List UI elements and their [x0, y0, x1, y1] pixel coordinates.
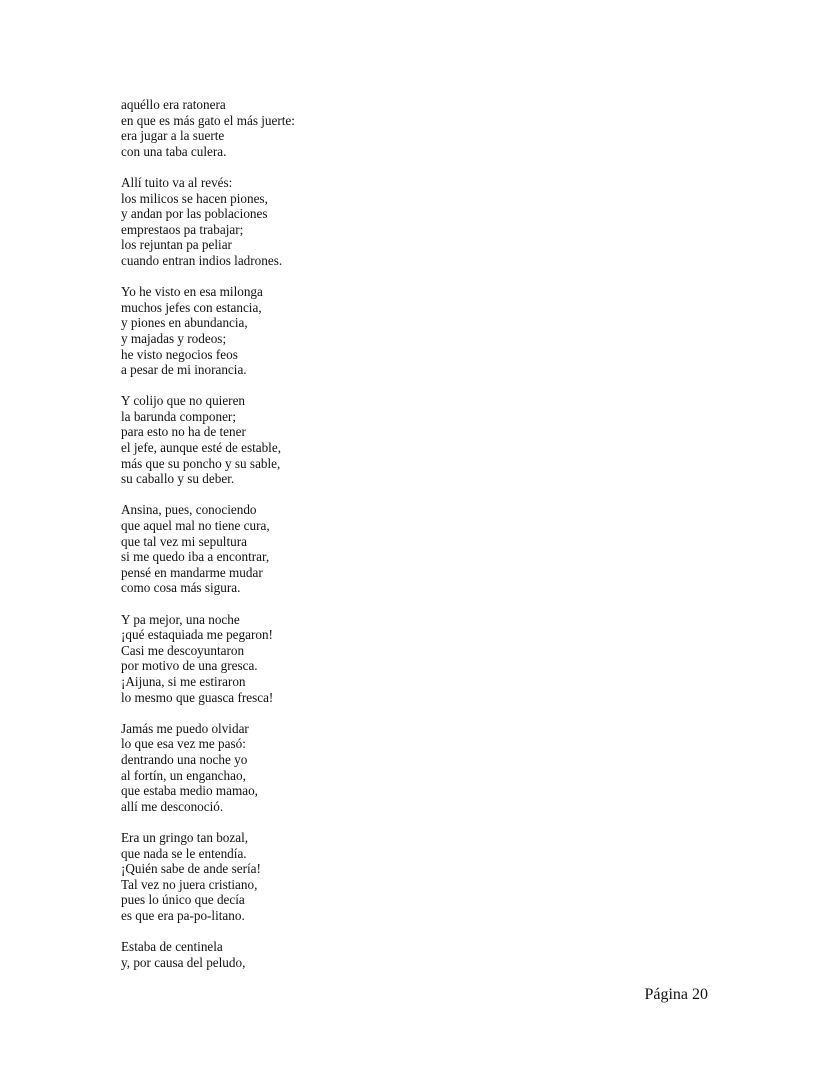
poem-line: que aquel mal no tiene cura, — [121, 518, 270, 534]
poem-line: ¡Quién sabe de ande sería! — [121, 861, 261, 877]
poem-line: para esto no ha de tener — [121, 424, 246, 440]
poem-line: lo mesmo que guasca fresca! — [121, 689, 274, 705]
poem-line: Allí tuito va al revés: — [121, 174, 233, 190]
poem-line: por motivo de una gresca. — [121, 658, 258, 674]
poem-line: emprestaos pa trabajar; — [121, 221, 244, 237]
stanza — [121, 939, 621, 970]
poem-line: muchos jefes con estancia, — [121, 299, 262, 315]
poem-line: Y pa mejor, una noche — [121, 611, 240, 627]
poem-line: y, por causa del peludo, — [121, 954, 246, 970]
poem-line: cuando entran indios ladrones. — [121, 252, 283, 268]
stanza — [121, 175, 621, 269]
poem-line: era jugar a la suerte — [121, 128, 225, 144]
page-number: Página 20 — [644, 986, 708, 1003]
poem-line: que tal vez mi sepultura — [121, 533, 247, 549]
poem-line: Yo he visto en esa milonga — [121, 284, 263, 300]
poem-line: dentrando una noche yo — [121, 751, 248, 767]
poem-line: lo que esa vez me pasó: — [121, 736, 246, 752]
stanza — [121, 612, 621, 706]
poem-line: ¡qué estaquiada me pegaron! — [121, 627, 273, 643]
poem-line: y andan por las poblaciones — [121, 206, 268, 222]
poem-line: la barunda componer; — [121, 408, 236, 424]
poem-line: es que era pa-po-litano. — [121, 907, 245, 923]
poem-line: Casi me descoyuntaron — [121, 642, 245, 658]
poem-line: allí me desconoció. — [121, 798, 224, 814]
poem-line: su caballo y su deber. — [121, 471, 235, 487]
stanza — [121, 502, 621, 596]
poem-line: el jefe, aunque esté de estable, — [121, 440, 282, 456]
stanza — [121, 830, 621, 924]
poem-line: si me quedo iba a encontrar, — [121, 549, 270, 565]
poem-line: como cosa más sigura. — [121, 580, 241, 596]
poem-line: Jamás me puedo olvidar — [121, 720, 249, 736]
poem-line: con una taba culera. — [121, 143, 227, 159]
poem-line: que estaba medio mamao, — [121, 783, 258, 799]
poem-line: los milicos se hacen piones, — [121, 190, 268, 206]
stanza — [121, 721, 621, 815]
poem-line: Estaba de centinela — [121, 939, 223, 955]
poem-line: Ansina, pues, conociendo — [121, 502, 257, 518]
poem-line: en que es más gato el más juerte: — [121, 112, 295, 128]
poem-line: Y colijo que no quieren — [121, 393, 246, 409]
stanza — [121, 97, 621, 159]
poem-line: y majadas y rodeos; — [121, 330, 227, 346]
poem-line: más que su poncho y su sable, — [121, 455, 281, 471]
poem-line: Era un gringo tan bozal, — [121, 829, 249, 845]
poem-line: ¡Aijuna, si me estiraron — [121, 673, 246, 689]
poem-body — [121, 97, 621, 986]
poem-line: aquéllo era ratonera — [121, 97, 226, 112]
poem-line: al fortín, un enganchao, — [121, 767, 246, 783]
poem-line: Tal vez no juera cristiano, — [121, 876, 258, 892]
poem-line: y piones en abundancia, — [121, 315, 248, 331]
poem-line: he visto negocios feos — [121, 346, 238, 362]
poem-line: a pesar de mi inorancia. — [121, 362, 247, 378]
poem-line: los rejuntan pa peliar — [121, 237, 232, 253]
stanza — [121, 393, 621, 487]
poem-line: pensé en mandarme mudar — [121, 564, 263, 580]
poem-line: pues lo único que decía — [121, 892, 245, 908]
poem-line: que nada se le entendía. — [121, 845, 247, 861]
stanza — [121, 284, 621, 378]
